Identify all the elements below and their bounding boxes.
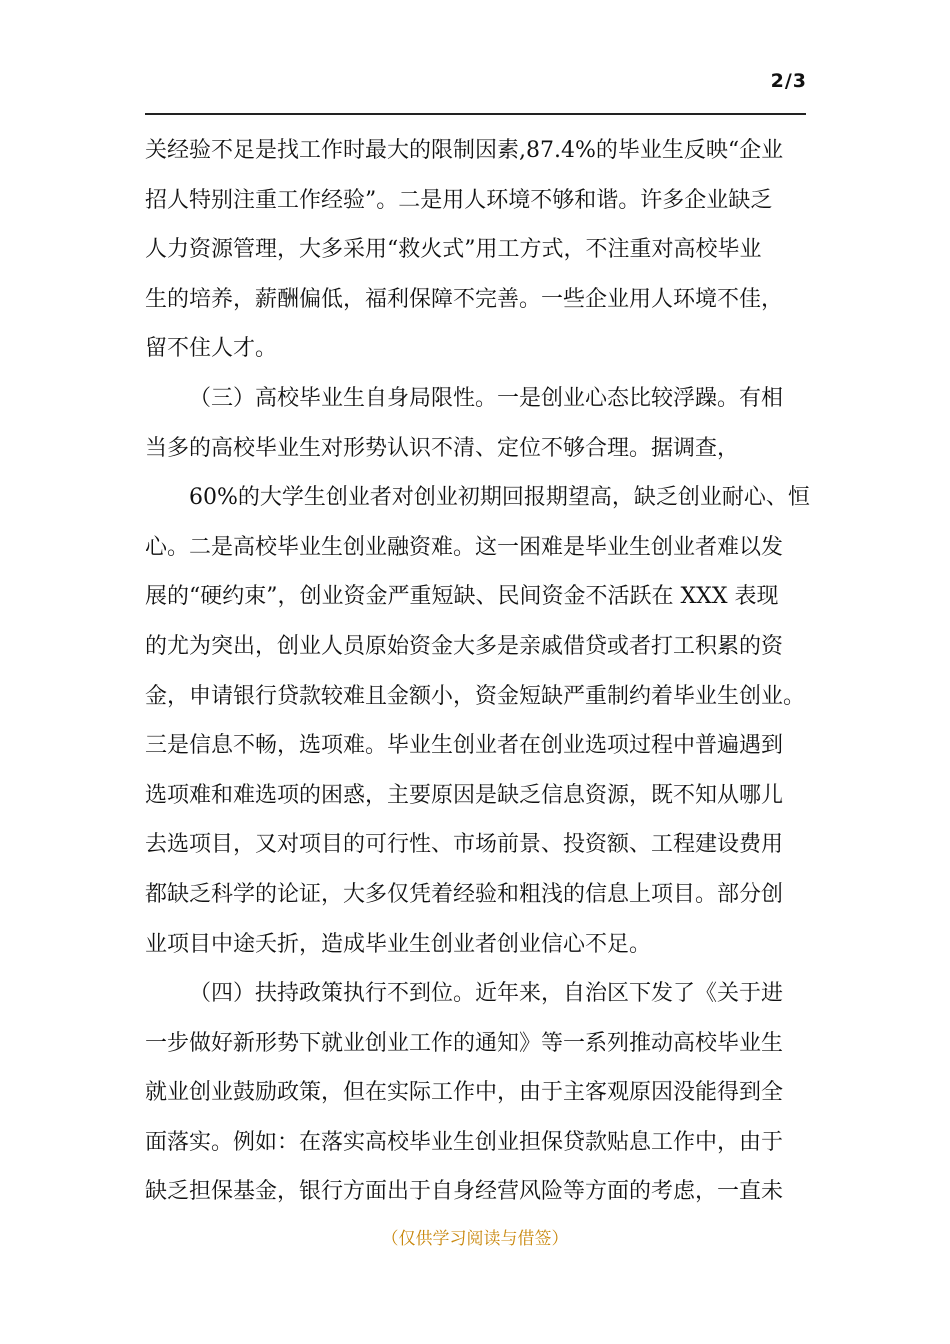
text-line: 一步做好新形势下就业创业工作的通知》等一系列推动高校毕业生 (145, 1030, 784, 1056)
text-line: 三是信息不畅，选项难。毕业生创业者在创业选项过程中普遍遇到 (145, 733, 784, 759)
text-line: 留不住人才。 (145, 336, 278, 362)
text-line: 都缺乏科学的论证，大多仅凭着经验和粗浅的信息上项目。部分创 (145, 881, 784, 907)
document-body (145, 126, 817, 1217)
text-line: 金，申请银行贷款较难且金额小，资金短缺严重制约着毕业生创业。 (145, 683, 806, 709)
text-line: 的尤为突出，创业人员原始资金大多是亲戚借贷或者打工积累的资 (145, 633, 784, 659)
text-line: （四）扶持政策执行不到位。近年来，自治区下发了《关于进 (189, 981, 784, 1007)
footer-note: （仅供学习阅读与借签） (381, 1229, 569, 1249)
text-line: 缺乏担保基金，银行方面出于自身经营风险等方面的考虑，一直未 (145, 1179, 784, 1205)
text-line: 人力资源管理，大多采用“救火式”用工方式，不注重对高校毕业 (145, 237, 762, 263)
page-number: 2/3 (770, 70, 807, 92)
text-line: 选项难和难选项的困惑，主要原因是缺乏信息资源，既不知从哪儿 (145, 782, 784, 808)
header-rule (145, 113, 806, 115)
text-line: 面落实。例如：在落实高校毕业生创业担保贷款贴息工作中，由于 (145, 1129, 784, 1155)
text-line: 去选项目，又对项目的可行性、市场前景、投资额、工程建设费用 (145, 832, 784, 858)
text-line: 生的培养，薪酬偏低，福利保障不完善。一些企业用人环境不佳， (145, 286, 784, 312)
text-line: 展的“硬约束”，创业资金严重短缺、民间资金不活跃在 XXX 表现 (145, 584, 779, 610)
text-line: 当多的高校毕业生对形势认识不清、定位不够合理。据调查， (145, 435, 740, 461)
text-line: （三）高校毕业生自身局限性。一是创业心态比较浮躁。有相 (189, 385, 784, 411)
text-line: 心。二是高校毕业生创业融资难。这一困难是毕业生创业者难以发 (145, 534, 784, 560)
text-line: 关经验不足是找工作时最大的限制因素,87.4%的毕业生反映“企业 (145, 138, 784, 163)
text-line: 招人特别注重工作经验”。二是用人环境不够和谐。许多企业缺乏 (145, 187, 773, 213)
text-line: 就业创业鼓励政策，但在实际工作中，由于主客观原因没能得到全 (145, 1080, 784, 1106)
text-line: 业项目中途夭折，造成毕业生创业者创业信心不足。 (145, 931, 652, 957)
text-line: 60%的大学生创业者对创业初期回报期望高，缺乏创业耐心、恒 (189, 485, 810, 511)
